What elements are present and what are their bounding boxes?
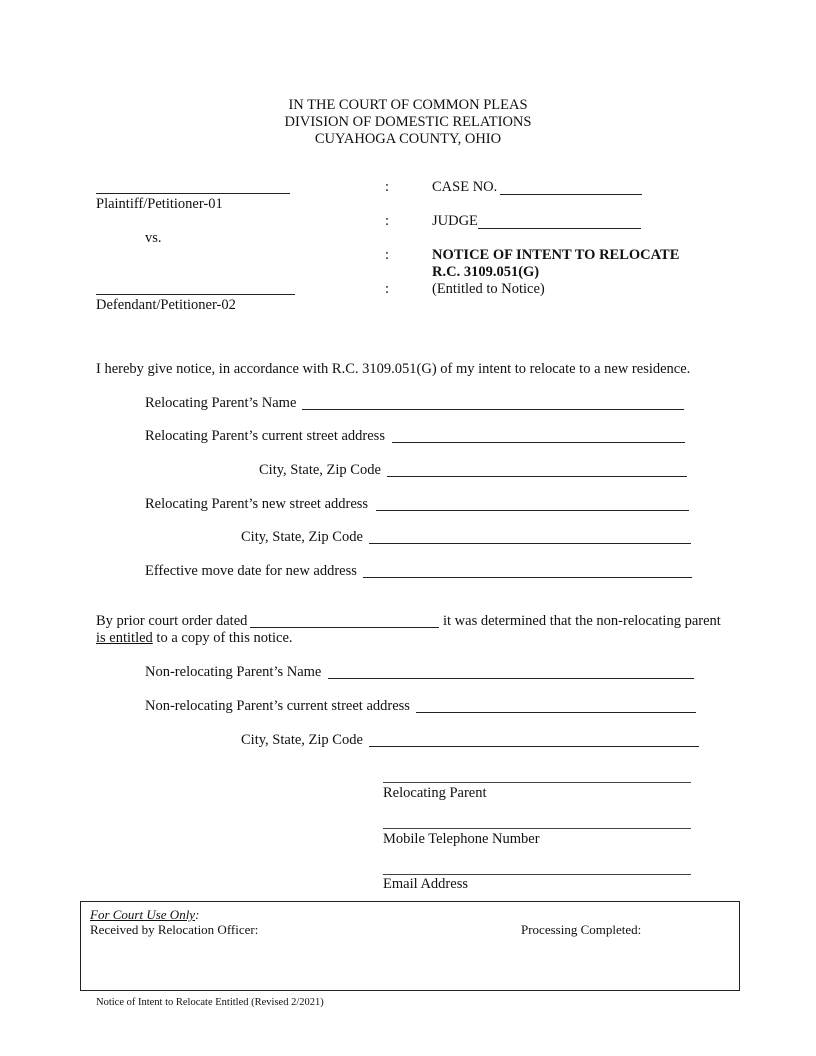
plaintiff-label: Plaintiff/Petitioner-01 bbox=[96, 196, 223, 212]
relocating-new-address-label: Relocating Parent’s new street address bbox=[145, 496, 369, 512]
court-use-colon: : bbox=[195, 907, 200, 922]
relocating-current-city-label: City, State, Zip Code bbox=[259, 462, 381, 478]
nonrelocating-city-label: City, State, Zip Code bbox=[241, 732, 363, 748]
email-field[interactable] bbox=[383, 874, 691, 875]
caption-colon: : bbox=[385, 179, 390, 195]
relocating-parent-label: Relocating Parent bbox=[383, 785, 487, 801]
notice-title: NOTICE OF INTENT TO RELOCATE bbox=[432, 247, 680, 263]
processing-label: Processing Completed: bbox=[521, 922, 642, 937]
defendant-name-field[interactable] bbox=[96, 294, 295, 295]
relocating-parent-signature-field[interactable] bbox=[383, 782, 691, 783]
footer-text: Notice of Intent to Relocate Entitled (Revised 2/2021) bbox=[96, 997, 324, 1008]
relocating-current-address-field[interactable] bbox=[392, 442, 685, 443]
plaintiff-name-field[interactable] bbox=[96, 193, 290, 194]
relocating-new-address-field[interactable] bbox=[376, 510, 689, 511]
defendant-label: Defendant/Petitioner-02 bbox=[96, 297, 236, 313]
nonrelocating-name-field[interactable] bbox=[328, 678, 694, 679]
move-date-label: Effective move date for new address bbox=[145, 563, 357, 579]
relocating-current-city-field[interactable] bbox=[387, 476, 687, 477]
prior-order-text-after: it was determined that the non-relocating parent bbox=[443, 613, 721, 629]
judge-label: JUDGE bbox=[432, 213, 478, 229]
nonrelocating-address-field[interactable] bbox=[416, 712, 696, 713]
county-name: CUYAHOGA COUNTY, OHIO bbox=[314, 131, 502, 147]
mobile-phone-field[interactable] bbox=[383, 828, 691, 829]
intro-text: I hereby give notice, in accordance with R.C. 3109.051(G) of my intent to relocate to a new residence. bbox=[96, 361, 691, 377]
nonrelocating-city-field[interactable] bbox=[369, 746, 699, 747]
received-by-label: Received by Relocation Officer: bbox=[90, 922, 259, 937]
entitled-note: (Entitled to Notice) bbox=[432, 281, 545, 297]
entitled-underlined: is entitled bbox=[96, 630, 153, 646]
court-name: IN THE COURT OF COMMON PLEAS bbox=[288, 97, 528, 113]
prior-order-end: to a copy of this notice. bbox=[156, 630, 293, 646]
case-no-label: CASE NO. bbox=[432, 179, 498, 195]
prior-order-date-field[interactable] bbox=[250, 627, 439, 628]
relocating-current-address-label: Relocating Parent’s current street address bbox=[145, 428, 385, 444]
prior-order-text: By prior court order dated bbox=[96, 613, 248, 629]
relocating-name-field[interactable] bbox=[302, 409, 684, 410]
court-use-title-text: For Court Use Only bbox=[90, 907, 196, 922]
relocating-new-city-label: City, State, Zip Code bbox=[241, 529, 363, 545]
division-name: DIVISION OF DOMESTIC RELATIONS bbox=[284, 114, 532, 130]
relocating-new-city-field[interactable] bbox=[369, 543, 691, 544]
nonrelocating-address-label: Non-relocating Parent’s current street address bbox=[145, 698, 410, 714]
court-use-title bbox=[90, 907, 199, 923]
caption-colon: : bbox=[385, 247, 390, 263]
vs-label: vs. bbox=[145, 230, 162, 246]
caption-colon: : bbox=[385, 281, 390, 297]
mobile-phone-label: Mobile Telephone Number bbox=[383, 831, 540, 847]
rc-code: R.C. 3109.051(G) bbox=[432, 264, 540, 280]
relocating-name-label: Relocating Parent’s Name bbox=[145, 395, 297, 411]
email-label: Email Address bbox=[383, 876, 468, 892]
prior-order-continuation bbox=[96, 630, 293, 647]
nonrelocating-name-label: Non-relocating Parent’s Name bbox=[145, 664, 322, 680]
move-date-field[interactable] bbox=[363, 577, 692, 578]
judge-field[interactable] bbox=[478, 228, 641, 229]
case-no-field[interactable] bbox=[500, 194, 642, 195]
caption-colon: : bbox=[385, 213, 390, 229]
